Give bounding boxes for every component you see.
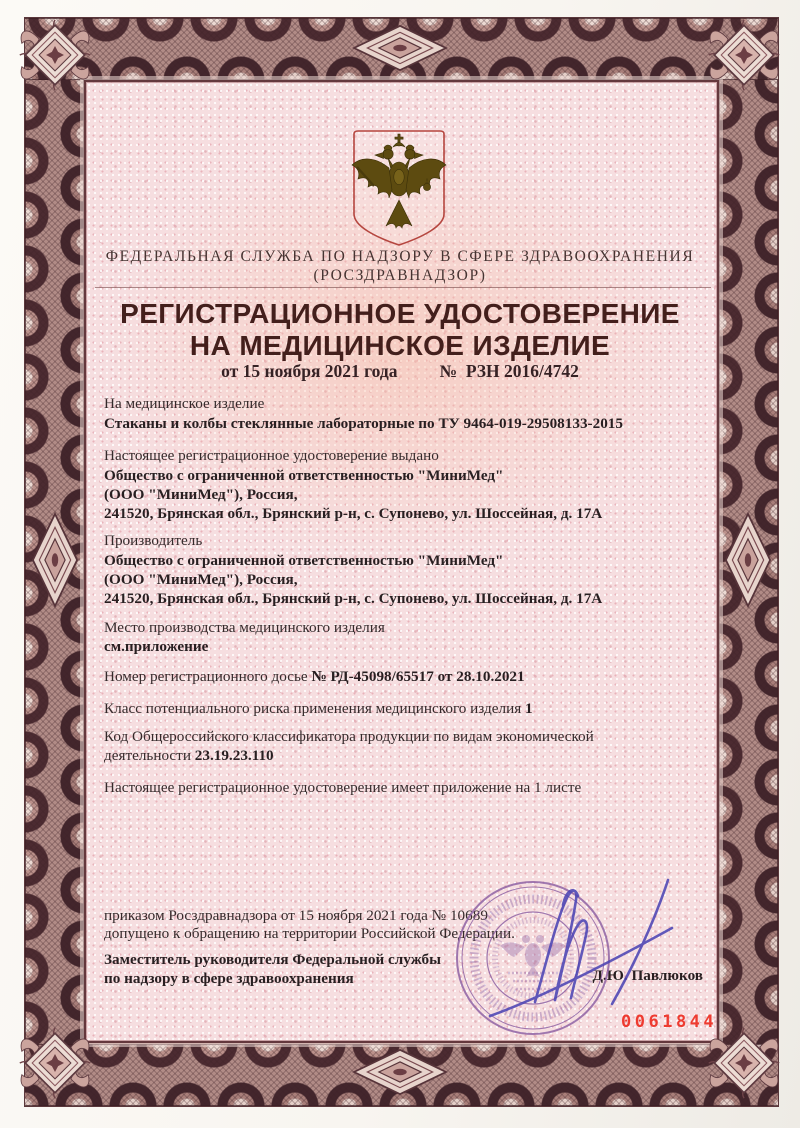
double-headed-eagle-icon [344, 126, 454, 252]
signer-name: Д.Ю. Павлюков [592, 967, 703, 984]
okpd-line1: Код Общероссийского классификатора продукции по видам экономической [104, 728, 594, 745]
side-medallion-icon [352, 1049, 448, 1095]
issue-date: от 15 ноября 2021 года [221, 361, 398, 381]
corner-ornament-icon [17, 1021, 93, 1105]
manufacturer-name-short: (ООО "МиниМед"), Россия, [104, 571, 298, 588]
dossier-label: Номер регистрационного досье [104, 668, 312, 685]
certificate-title-line1: РЕГИСТРАЦИОННОЕ УДОСТОВЕРЕНИЕ [120, 298, 680, 329]
dossier-line [104, 667, 704, 686]
annex-line: Настоящее регистрационное удостоверение имеет приложение на 1 листе [104, 779, 582, 796]
manufacturer-label: Производитель [104, 532, 203, 549]
serial-number: 0061844 [621, 1012, 718, 1032]
order-line1: приказом Росздравнадзора от 15 ноября 2021 года № 10689 [104, 907, 488, 924]
okpd-code: 23.19.23.110 [194, 747, 274, 764]
agency-name-line1: ФЕДЕРАЛЬНАЯ СЛУЖБА ПО НАДЗОРУ В СФЕРЕ ЗДРАВООХРАНЕНИЯ [105, 248, 695, 265]
okpd-label: деятельности [104, 747, 195, 764]
side-medallion-icon [352, 25, 448, 71]
device-name: Стаканы и колбы стеклянные лабораторные по ТУ 9464-019-29508133-2015 [104, 415, 623, 432]
production-place-label: Место производства медицинского изделия [104, 619, 385, 636]
risk-class-line [104, 699, 704, 718]
holder-address: 241520, Брянская обл., Брянский р-н, с. Супонево, ул. Шоссейная, д. 17А [104, 505, 603, 522]
side-medallion-icon [725, 512, 771, 608]
registration-number: № РЗН 2016/4742 [439, 361, 579, 381]
corner-ornament-icon [706, 13, 782, 97]
signer-title-line1: Заместитель руководителя Федеральной службы [104, 951, 441, 968]
corner-ornament-icon [17, 13, 93, 97]
risk-class-label: Класс потенциального риска применения медицинского изделия [104, 700, 525, 717]
risk-class-value: 1 [525, 700, 533, 717]
order-line2: допущено к обращению на территории Российской Федерации. [104, 925, 515, 942]
side-medallion-icon [32, 512, 78, 608]
agency-name-line2: (РОСЗДРАВНАДЗОР) [313, 267, 487, 284]
okpd-line2 [104, 746, 704, 765]
certificate-title-line2: НА МЕДИЦИНСКОЕ ИЗДЕЛИЕ [189, 330, 611, 361]
holder-name-short: (ООО "МиниМед"), Россия, [104, 486, 298, 503]
device-label: На медицинское изделие [104, 395, 265, 412]
corner-ornament-icon [706, 1021, 782, 1105]
header-divider [95, 287, 711, 288]
signature-icon [420, 855, 680, 1030]
signer-title-line2: по надзору в сфере здравоохранения [104, 970, 354, 987]
dossier-number: № РД-45098/65517 от 28.10.2021 [311, 668, 525, 685]
issued-to-label: Настоящее регистрационное удостоверение выдано [104, 447, 439, 464]
issue-date-line [84, 362, 716, 381]
manufacturer-address: 241520, Брянская обл., Брянский р-н, с. Супонево, ул. Шоссейная, д. 17А [104, 590, 603, 607]
manufacturer-name: Общество с ограниченной ответственностью "МиниМед" [104, 552, 504, 569]
production-place-value: см.приложение [104, 638, 209, 655]
holder-name: Общество с ограниченной ответственностью "МиниМед" [104, 467, 504, 484]
